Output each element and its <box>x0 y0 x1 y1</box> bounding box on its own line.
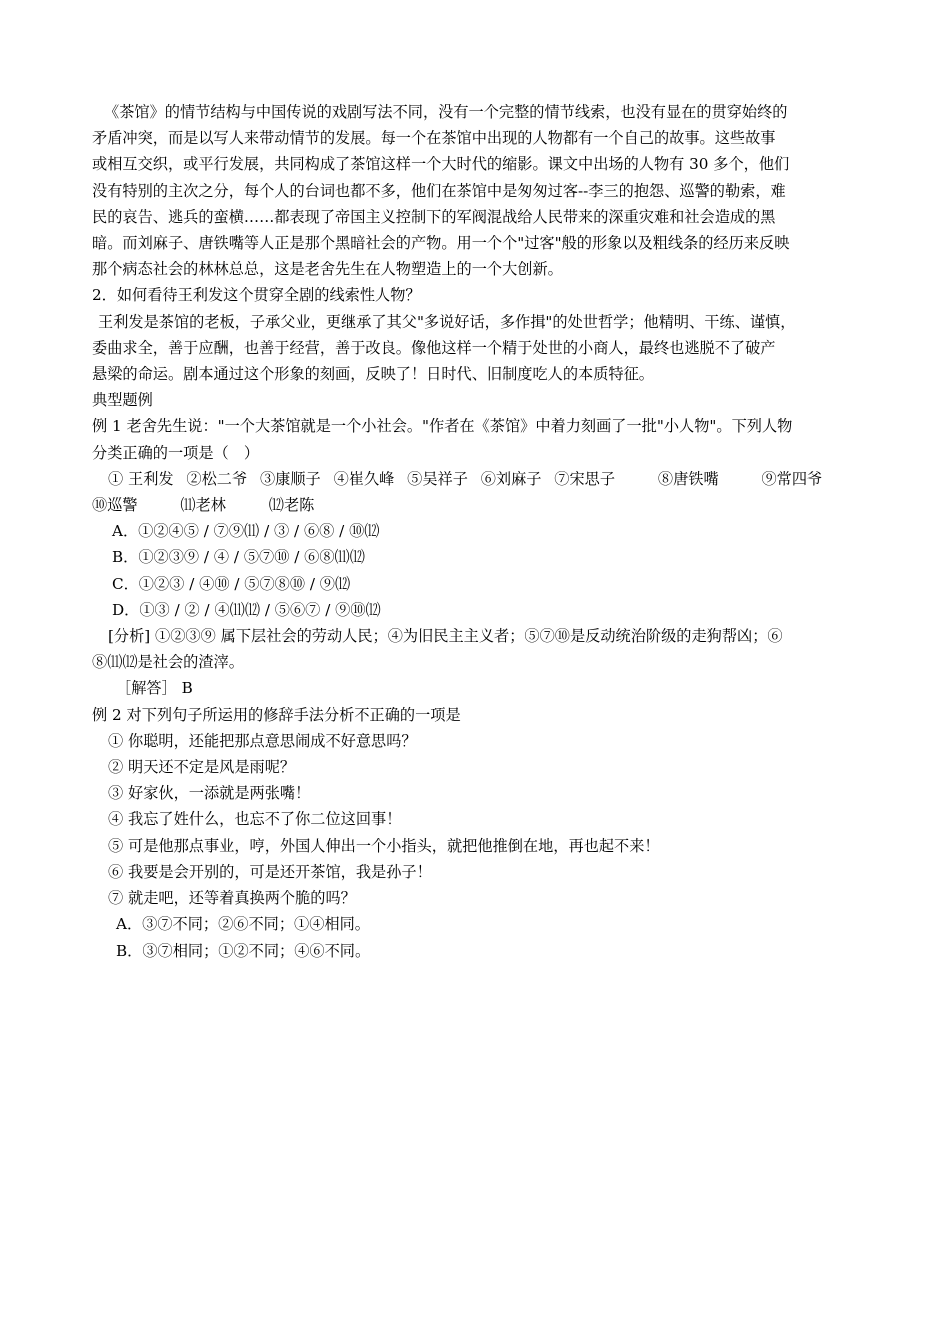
question-2-line-1: 王利发是茶馆的老板，子承父业，更继承了其父"多说好话，多作揖"的处世哲学；他精明、干练、谨慎， <box>98 312 796 331</box>
intro-line-2: 矛盾冲突，而是以写人来带动情节的发展。每一个在茶馆中出现的人物都有一个自己的故事。这些故事 <box>92 129 776 148</box>
intro-line-5: 民的哀告、逃兵的蛮横……都表现了帝国主义控制下的军阀混战给人民带来的深重灾难和社会造成的黑 <box>92 207 776 226</box>
person-item: ④崔久峰 <box>333 469 395 488</box>
example-2-sentence-7: ⑦ 就走吧，还等着真换两个脆的吗？ <box>108 889 356 908</box>
example-2-sentence-4: ④ 我忘了姓什么，也忘不了你二位这回事！ <box>108 810 402 829</box>
example-1-option-b: B．①②③⑨ / ④ / ⑤⑦⑩ / ⑥⑧⑾⑿ <box>112 548 365 567</box>
intro-line-7: 那个病态社会的林林总总，这是老舍先生在人物塑造上的一个大创新。 <box>92 260 563 279</box>
example-2-stem: 例 2 对下列句子所运用的修辞手法分析不正确的一项是 <box>92 705 461 724</box>
example-1-answer: ［解答］ B <box>116 679 193 698</box>
example-1-option-c: C．①②③ / ④⑩ / ⑤⑦⑧⑩ / ⑨⑿ <box>112 574 351 593</box>
intro-line-3: 或相互交织，或平行发展，共同构成了茶馆这样一个大时代的缩影。课文中出场的人物有 30 多个，他们 <box>92 155 790 174</box>
example-1-analysis-line-1: [分析] ①②③⑨ 属下层社会的劳动人民；④为旧民主主义者；⑤⑦⑩是反动统治阶级的走狗帮凶；⑥ <box>108 627 783 646</box>
person-item: ⑤吴祥子 <box>407 469 468 488</box>
example-2-sentence-5: ⑤ 可是他那点事业，哼，外国人伸出一个小指头，就把他推倒在地，再也起不来！ <box>108 836 660 855</box>
person-item: ⑦宋思子 <box>554 469 616 488</box>
person-item: ⑿老陈 <box>268 496 315 515</box>
person-item: ⑨常四爷 <box>761 469 823 488</box>
question-2-line-2: 委曲求全，善于应酬，也善于经营，善于改良。像他这样一个精于处世的小商人，最终也逃脱不了破产 <box>92 338 776 357</box>
person-item: ⑾老林 <box>180 496 226 515</box>
section-title: 典型题例 <box>92 391 153 410</box>
example-2-sentence-2: ② 明天还不定是风是雨呢？ <box>108 758 296 777</box>
question-2-title: 2．如何看待王利发这个贯穿全剧的线索性人物？ <box>92 286 421 305</box>
example-1-analysis-line-2: ⑧⑾⑿是社会的渣滓。 <box>92 653 244 672</box>
example-2-sentence-1: ① 你聪明，还能把那点意思闹成不好意思吗？ <box>108 731 417 750</box>
person-item: ① 王利发 <box>108 469 174 488</box>
example-1-people-row-1 <box>92 466 872 492</box>
example-2-option-b: B．③⑦相同；①②不同；④⑥不同。 <box>116 941 371 960</box>
intro-line-6: 暗。而刘麻子、唐铁嘴等人正是那个黑暗社会的产物。用一个个"过客"般的形象以及粗线条的经历来反映 <box>92 234 790 253</box>
intro-line-4: 没有特别的主次之分，每个人的台词也都不多，他们在茶馆中是匆匆过客--李三的抱怨、巡警的勒索，难 <box>92 181 786 200</box>
question-2-line-3: 悬梁的命运。剧本通过这个形象的刻画，反映了！日时代、旧制度吃人的本质特征。 <box>92 365 654 384</box>
person-item: ⑧唐铁嘴 <box>657 469 719 488</box>
example-1-people-row-2 <box>92 492 872 518</box>
person-item: ②松二爷 <box>186 469 248 488</box>
person-item: ③康顺子 <box>259 469 321 488</box>
person-item: ⑩巡警 <box>92 496 138 515</box>
example-1-stem-line-2: 分类正确的一项是（ ） <box>92 443 260 462</box>
person-item: ⑥刘麻子 <box>480 469 542 488</box>
document-body <box>92 99 872 964</box>
example-2-sentence-6: ⑥ 我要是会开别的，可是还开茶馆，我是孙子！ <box>108 862 432 881</box>
example-1-stem-line-1: 例 1 老舍先生说："一个大茶馆就是一个小社会。"作者在《茶馆》中着力刻画了一批"小人物"。下列人物 <box>92 417 793 436</box>
example-1-option-d: D．①③ / ② / ④⑾⑿ / ⑤⑥⑦ / ⑨⑩⑿ <box>112 600 381 619</box>
example-1-option-a: A．①②④⑤ / ⑦⑨⑾ / ③ / ⑥⑧ / ⑩⑿ <box>112 522 380 541</box>
example-2-sentence-3: ③ 好家伙，一添就是两张嘴！ <box>108 784 311 803</box>
example-2-option-a: A．③⑦不同；②⑥不同；①④相同。 <box>116 915 370 934</box>
intro-line-1: 《茶馆》的情节结构与中国传说的戏剧写法不同，没有一个完整的情节线索，也没有显在的贯穿始终的 <box>104 103 788 121</box>
